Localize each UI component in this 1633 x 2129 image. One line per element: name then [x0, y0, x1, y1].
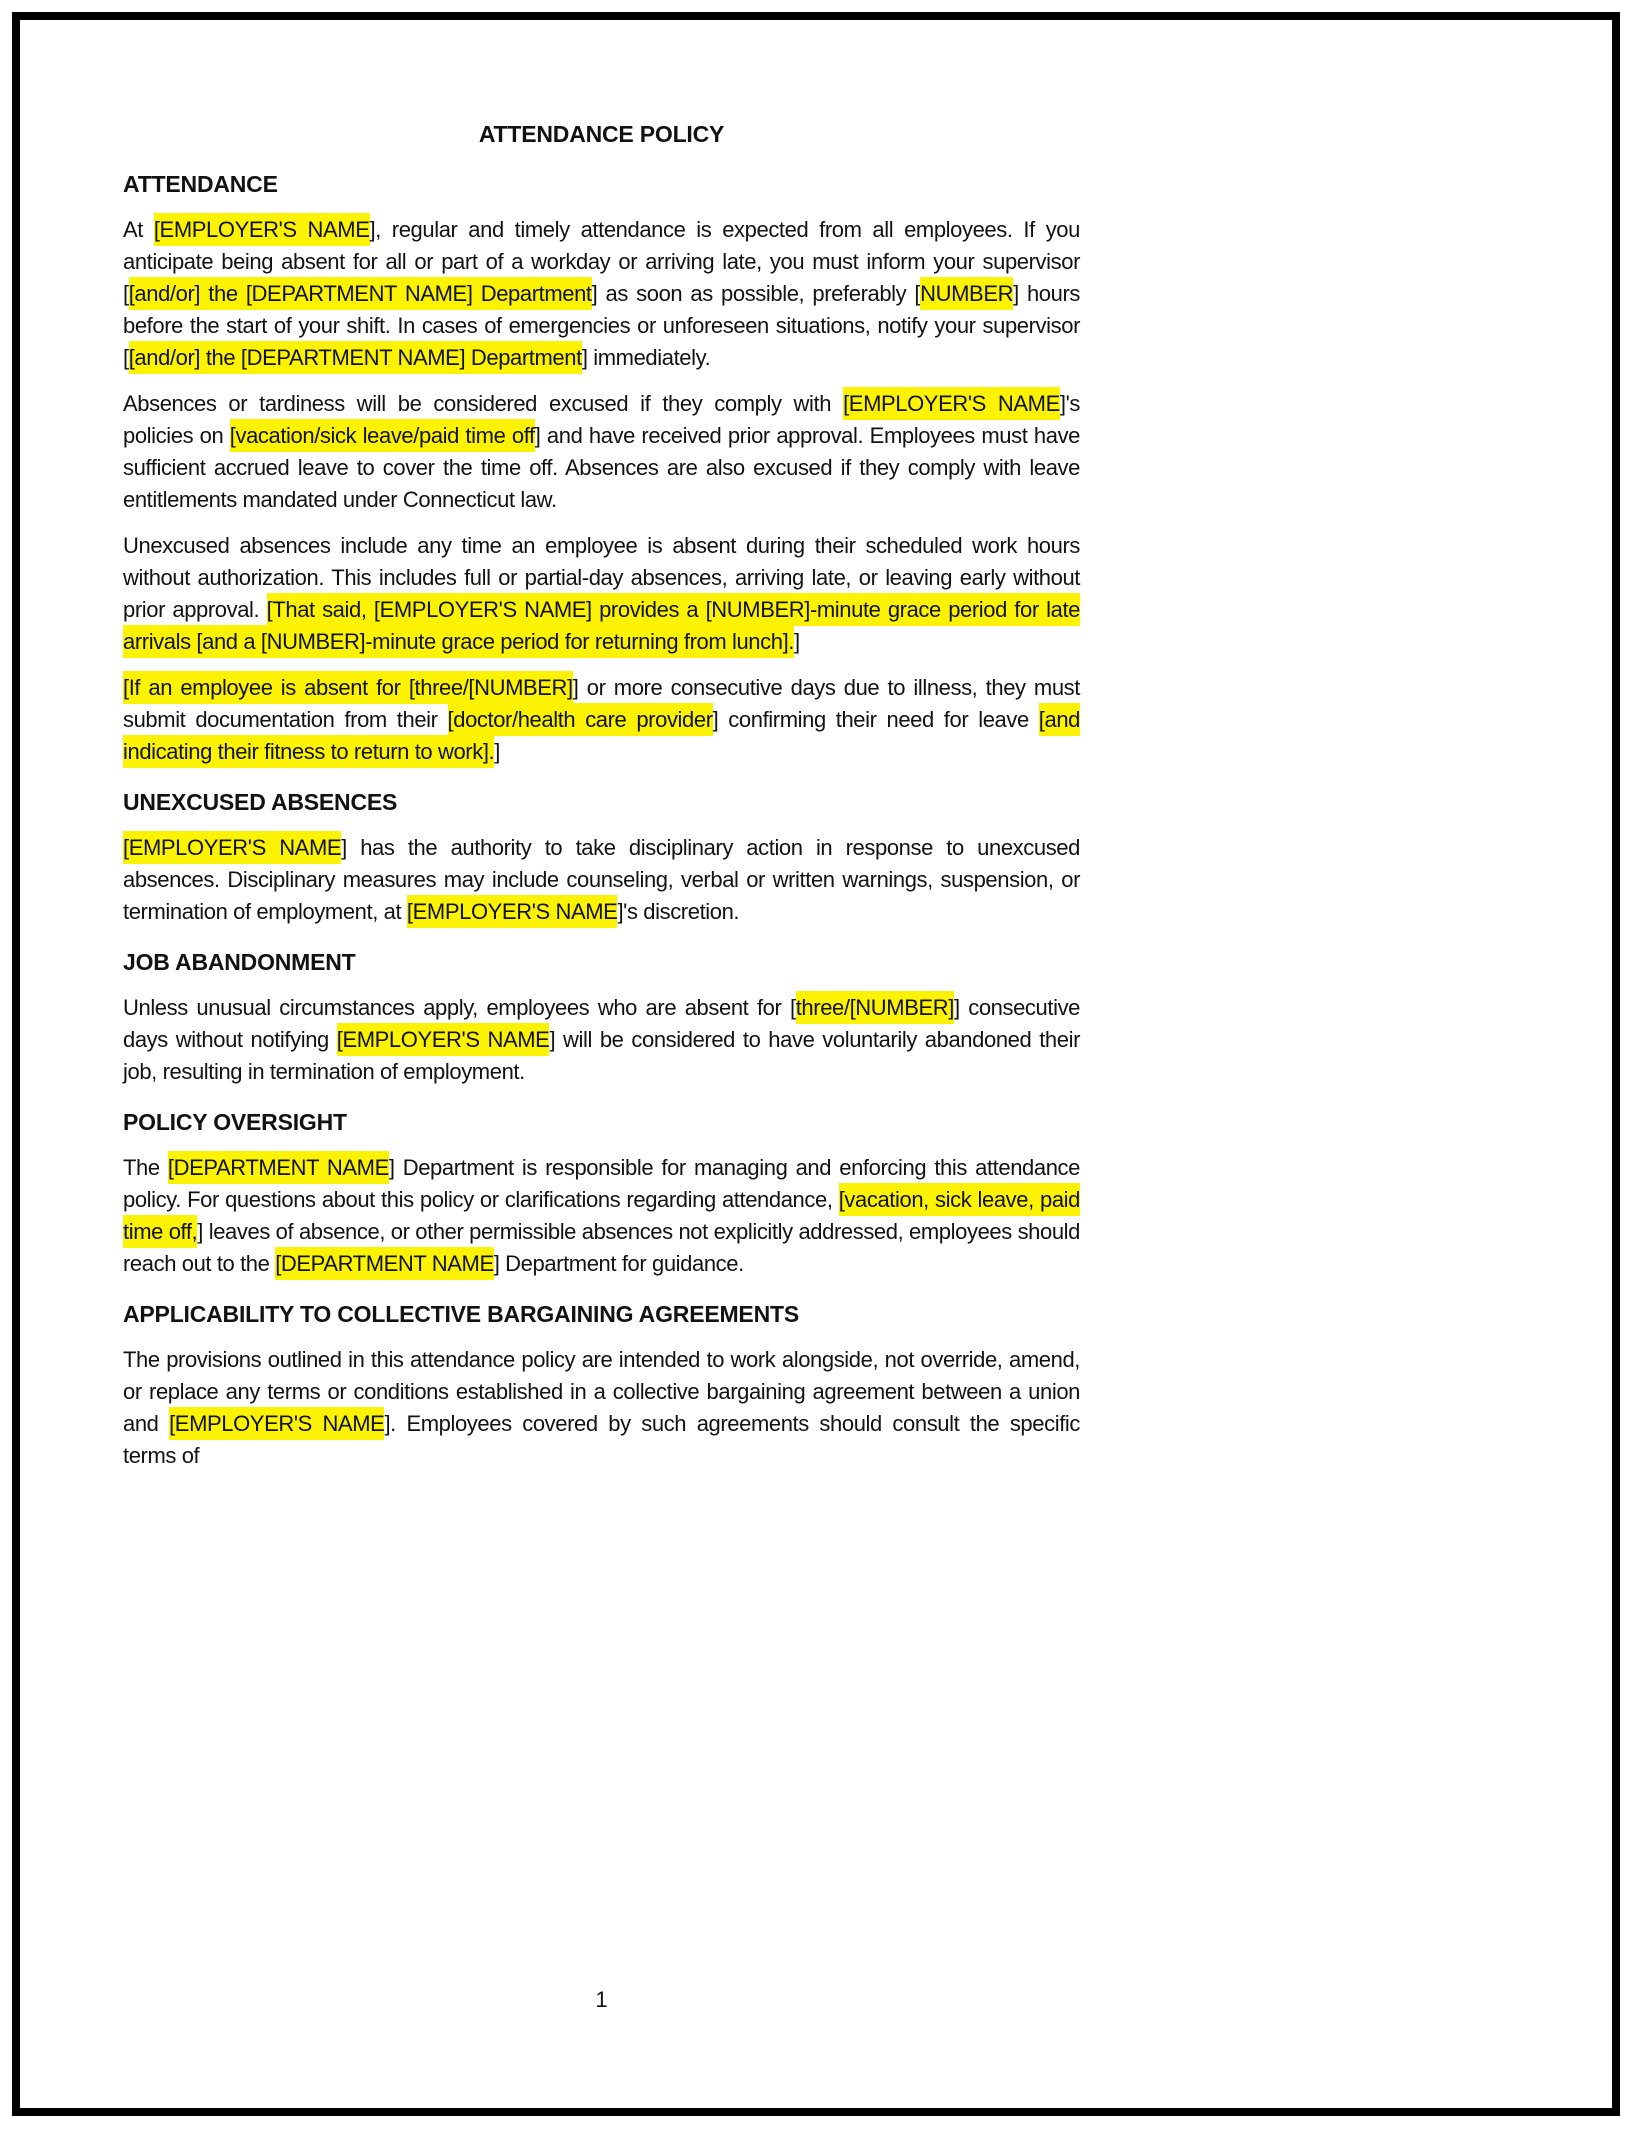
paragraph — [123, 530, 1080, 658]
highlighted-placeholder: [If an employee is absent for [three/[NUMBER] — [123, 671, 573, 704]
text-run: ] leaves of absence, or other permissible absences not explicitly addressed, employees should reach out to the — [123, 1219, 1081, 1276]
text-run: ] Department for guidance. — [493, 1251, 744, 1276]
document-title: ATTENDANCE POLICY — [478, 121, 725, 147]
highlighted-placeholder: [and/or] the [DEPARTMENT NAME] Department — [129, 277, 592, 310]
highlighted-placeholder: [and indicating their fitness to return to work]. — [123, 703, 1080, 768]
page-number: 1 — [595, 1987, 608, 2012]
section-heading: UNEXCUSED ABSENCES — [123, 789, 398, 815]
text-run: ] — [794, 629, 800, 654]
text-run: At — [123, 217, 154, 242]
paragraph — [123, 832, 1080, 928]
text-run: ] consecutive days without notifying — [123, 995, 1080, 1052]
highlighted-placeholder: NUMBER — [920, 277, 1013, 310]
text-run: ]'s discretion. — [617, 899, 740, 924]
text-run: The — [123, 1155, 168, 1180]
text-run: Unless unusual circumstances apply, employees who are absent for [ — [123, 995, 796, 1020]
paragraph — [123, 388, 1080, 516]
paragraph — [123, 1344, 1080, 1472]
highlighted-placeholder: [DEPARTMENT NAME — [275, 1247, 494, 1280]
highlighted-placeholder: [That said, [EMPLOYER'S NAME] provides a [NUMBER]-minute grace period for late arrivals [and a [NUMBER]-minute grace period for returning from lunch]. — [123, 593, 1080, 658]
highlighted-placeholder: [doctor/health care provider — [448, 703, 713, 736]
highlighted-placeholder: [DEPARTMENT NAME — [168, 1151, 389, 1184]
text-run: ] hours before the start of your shift. In cases of emergencies or unforeseen situations, notify your supervisor [ — [123, 281, 1080, 370]
highlighted-placeholder: [and/or] the [DEPARTMENT NAME] Department — [129, 341, 582, 374]
text-run: ] — [494, 739, 500, 764]
text-run: ] has the authority to take disciplinary action in response to unexcused absences. Disciplinary measures may include counseling, verbal or written warnings, suspension, or termination of employment, at — [123, 835, 1080, 924]
paragraph — [123, 992, 1080, 1088]
highlighted-placeholder: [EMPLOYER'S NAME — [407, 895, 618, 928]
text-run: ]. Employees covered by such agreements should consult the specific terms of — [123, 1411, 1080, 1468]
highlighted-placeholder: [vacation, sick leave, paid time off, — [123, 1183, 1080, 1248]
paragraph — [123, 1152, 1080, 1280]
highlighted-placeholder: three/[NUMBER] — [796, 991, 954, 1024]
text-run: The provisions outlined in this attendance policy are intended to work alongside, not override, amend, or replace any terms or conditions established in a collective bargaining agreement between a union and — [123, 1347, 1080, 1436]
section-heading: JOB ABANDONMENT — [123, 949, 356, 975]
section-heading: APPLICABILITY TO COLLECTIVE BARGAINING AGREEMENTS — [123, 1301, 799, 1327]
paragraph — [123, 672, 1080, 768]
text-run: ] or more consecutive days due to illness, they must submit documentation from their — [123, 675, 1080, 732]
text-run: ], regular and timely attendance is expected from all employees. If you anticipate being absent for all or part of a workday or arriving late, you must inform your supervisor [ — [123, 217, 1080, 306]
text-run: ] as soon as possible, preferably [ — [591, 281, 921, 306]
text-run: ] Department is responsible for managing and enforcing this attendance policy. For questions about this policy or clarifications regarding attendance, — [123, 1155, 1080, 1212]
text-run: Unexcused absences include any time an employee is absent during their scheduled work hours without authorization. This includes full or partial-day absences, arriving late, or leaving early without prior approval. — [123, 533, 1080, 622]
text-run: Absences or tardiness will be considered excused if they comply with — [123, 391, 844, 416]
highlighted-placeholder: [EMPLOYER'S NAME — [123, 831, 341, 864]
highlighted-placeholder: [vacation/sick leave/paid time off — [230, 419, 535, 452]
highlighted-placeholder: [EMPLOYER'S NAME — [169, 1407, 384, 1440]
highlighted-placeholder: [EMPLOYER'S NAME — [154, 213, 370, 246]
text-run: ]'s policies on — [123, 391, 1080, 448]
text-run: ] immediately. — [581, 345, 711, 370]
text-run: ] confirming their need for leave — [712, 707, 1039, 732]
section-heading: POLICY OVERSIGHT — [123, 1109, 347, 1135]
section-heading: ATTENDANCE — [123, 171, 278, 197]
document-content — [123, 20, 1080, 1486]
text-run: ] will be considered to have voluntarily abandoned their job, resulting in termination of employment. — [123, 1027, 1080, 1084]
paragraph — [123, 214, 1080, 374]
highlighted-placeholder: [EMPLOYER'S NAME — [843, 387, 1060, 420]
text-run: ] and have received prior approval. Employees must have sufficient accrued leave to cover the time off. Absences are also excused if they comply with leave entitlements mandated under Connecticut law. — [123, 423, 1081, 512]
sections-container — [123, 168, 1080, 1472]
highlighted-placeholder: [EMPLOYER'S NAME — [337, 1023, 550, 1056]
